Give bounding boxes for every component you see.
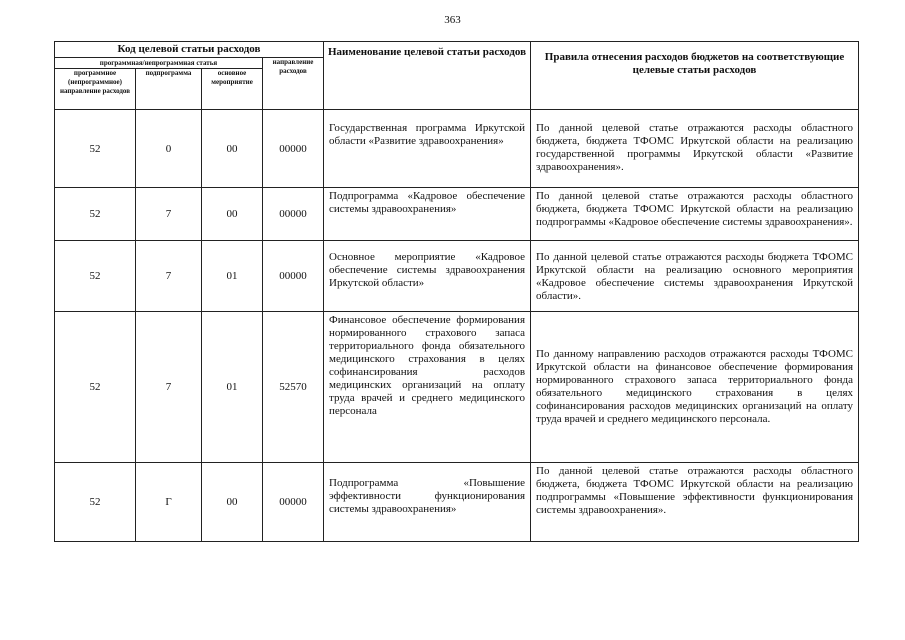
cell-main-event: 00 (202, 463, 263, 542)
cell-direction-prog: 52 (55, 312, 136, 463)
cell-name: Государственная программа Иркутской области «Развитие здравоохранения» (324, 110, 531, 188)
table-row (55, 463, 859, 542)
cell-direction-prog: 52 (55, 463, 136, 542)
cell-direction-prog: 52 (55, 241, 136, 312)
cell-rule: По данному направлению расходов отражаются расходы ТФОМС Иркутской области на финансовое обеспечение формирования нормированного страхового запаса территориального фонда обязательного медицинского страхования в целях софинансирования расходов медицинских организаций на оплату труда врачей и среднего медицинского персонала. (531, 312, 859, 463)
cell-name: Основное мероприятие «Кадровое обеспечение системы здравоохранения Иркутской области» (324, 241, 531, 312)
page-number: 363 (444, 14, 461, 26)
header-name-title: Наименование целевой статьи расходов (324, 42, 531, 110)
cell-main-event: 01 (202, 312, 263, 463)
cell-subprogram: 0 (136, 110, 202, 188)
cell-subprogram: 7 (136, 312, 202, 463)
cell-direction-prog: 52 (55, 110, 136, 188)
cell-main-event: 00 (202, 188, 263, 241)
table-row (55, 188, 859, 241)
header-prog-title: программная/непрограммная статья (55, 58, 263, 69)
cell-subprogram: 7 (136, 241, 202, 312)
cell-name: Подпрограмма «Повышение эффективности функционирования системы здравоохранения» (324, 463, 531, 542)
header-col-subprogram: подпрограмма (136, 69, 202, 110)
cell-direction: 00000 (263, 110, 324, 188)
header-col-main-event: основное мероприятие (202, 69, 263, 110)
cell-name: Подпрограмма «Кадровое обеспечение системы здравоохранения» (324, 188, 531, 241)
cell-name: Финансовое обеспечение формирования нормированного страхового запаса территориального фонда обязательного медицинского страхования в целях софинансирования расходов медицинских организаций на оплату труда врачей и среднего медицинского персонала (324, 312, 531, 463)
header-col-direction: направление расходов (263, 58, 324, 110)
cell-direction: 00000 (263, 188, 324, 241)
cell-direction: 00000 (263, 463, 324, 542)
cell-rule: По данной целевой статье отражаются расходы областного бюджета, бюджета ТФОМС Иркутской области на реализацию подпрограммы «Повышение эффективности функционирования системы здравоохранения». (531, 463, 859, 542)
table-row (55, 312, 859, 463)
cell-subprogram: 7 (136, 188, 202, 241)
cell-direction-prog: 52 (55, 188, 136, 241)
cell-main-event: 00 (202, 110, 263, 188)
cell-subprogram: Г (136, 463, 202, 542)
table-row (55, 241, 859, 312)
cell-rule: По данной целевой статье отражаются расходы областного бюджета, бюджета ТФОМС Иркутской области на реализацию подпрограммы «Кадровое обеспечение системы здравоохранения». (531, 188, 859, 241)
target-articles-table (54, 41, 859, 542)
cell-main-event: 01 (202, 241, 263, 312)
table-row (55, 110, 859, 188)
cell-direction: 52570 (263, 312, 324, 463)
cell-direction: 00000 (263, 241, 324, 312)
header-code-title: Код целевой статьи расходов (55, 42, 324, 58)
header-rules-title: Правила отнесения расходов бюджетов на соответствующие целевые статьи расходов (531, 42, 859, 110)
cell-rule: По данной целевой статье отражаются расходы бюджета ТФОМС Иркутской области на реализацию основного мероприятия «Кадровое обеспечение системы здравоохранения Иркутской области». (531, 241, 859, 312)
cell-rule: По данной целевой статье отражаются расходы областного бюджета, бюджета ТФОМС Иркутской области на реализацию государственной программы Иркутской области «Развитие здравоохранения». (531, 110, 859, 188)
header-col-direction-prog: программное (непрограммное) направление расходов (55, 69, 136, 110)
